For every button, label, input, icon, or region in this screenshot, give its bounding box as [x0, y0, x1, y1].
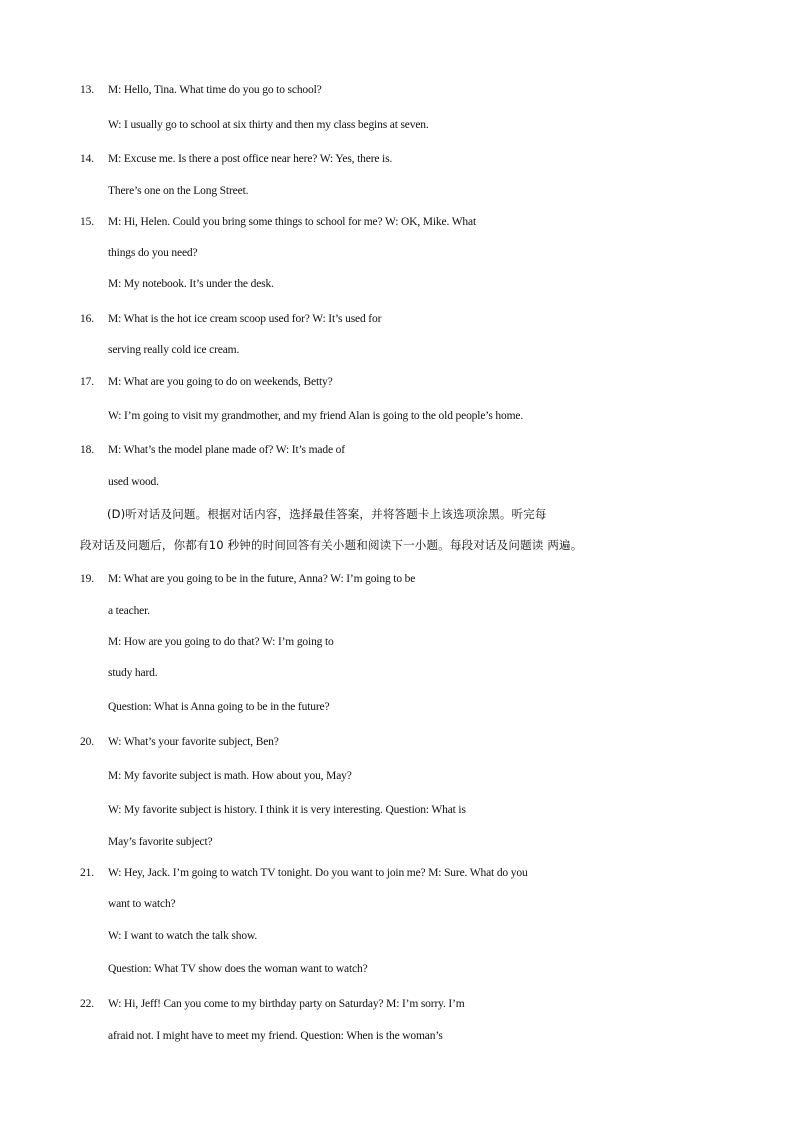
item-number: 22. — [80, 998, 94, 1010]
item-number: 14. — [80, 153, 94, 165]
dialogue-line: M: My favorite subject is math. How about you, May? — [108, 770, 352, 782]
item-number: 17. — [80, 376, 94, 388]
dialogue-line: serving really cold ice cream. — [108, 344, 240, 356]
item-number: 19. — [80, 573, 94, 585]
item-number: 18. — [80, 444, 94, 456]
dialogue-line: M: My notebook. It’s under the desk. — [108, 278, 274, 290]
question-line: Question: What TV show does the woman want to watch? — [108, 963, 368, 975]
dialogue-line: used wood. — [108, 476, 159, 488]
item-number: 16. — [80, 313, 94, 325]
dialogue-line: W: What’s your favorite subject, Ben? — [108, 736, 279, 748]
dialogue-line: M: How are you going to do that? W: I’m going to — [108, 636, 334, 648]
section-instructions: 段对话及问题后，你都有10 秒钟的时间回答有关小题和阅读下一小题。每段对话及问题读 两遍。 — [80, 538, 583, 552]
dialogue-line: M: Excuse me. Is there a post office near here? W: Yes, there is. — [108, 153, 393, 165]
dialogue-line: afraid not. I might have to meet my friend. Question: When is the woman’s — [108, 1030, 443, 1042]
item-number: 15. — [80, 216, 94, 228]
dialogue-line: W: Hi, Jeff! Can you come to my birthday party on Saturday? M: I’m sorry. I’m — [108, 998, 465, 1010]
dialogue-line: M: What are you going to do on weekends, Betty? — [108, 376, 333, 388]
dialogue-line: W: I usually go to school at six thirty and then my class begins at seven. — [108, 119, 429, 131]
dialogue-line: a teacher. — [108, 605, 150, 617]
item-number: 20. — [80, 736, 94, 748]
dialogue-line: M: What is the hot ice cream scoop used for? W: It’s used for — [108, 313, 382, 325]
section-instructions: (D)听对话及问题。根据对话内容，选择最佳答案，并将答题卡上该选项涂黑。听完每 — [107, 507, 547, 521]
dialogue-line: want to watch? — [108, 898, 176, 910]
item-number: 13. — [80, 84, 94, 96]
dialogue-line: W: I want to watch the talk show. — [108, 930, 258, 942]
dialogue-line: M: Hello, Tina. What time do you go to school? — [108, 84, 322, 96]
dialogue-line: study hard. — [108, 667, 158, 679]
dialogue-line: M: What are you going to be in the future, Anna? W: I’m going to be — [108, 573, 416, 585]
dialogue-line: W: I’m going to visit my grandmother, and my friend Alan is going to the old people’s home. — [108, 410, 524, 422]
question-line: Question: What is Anna going to be in the future? — [108, 701, 330, 713]
dialogue-line: W: My favorite subject is history. I think it is very interesting. Question: What is — [108, 804, 466, 816]
dialogue-line: W: Hey, Jack. I’m going to watch TV tonight. Do you want to join me? M: Sure. What do you — [108, 867, 528, 879]
dialogue-line: May’s favorite subject? — [108, 836, 213, 848]
dialogue-line: M: Hi, Helen. Could you bring some things to school for me? W: OK, Mike. What — [108, 216, 477, 228]
item-number: 21. — [80, 867, 94, 879]
dialogue-line: M: What’s the model plane made of? W: It’s made of — [108, 444, 345, 456]
dialogue-line: There’s one on the Long Street. — [108, 185, 249, 197]
dialogue-line: things do you need? — [108, 247, 198, 259]
